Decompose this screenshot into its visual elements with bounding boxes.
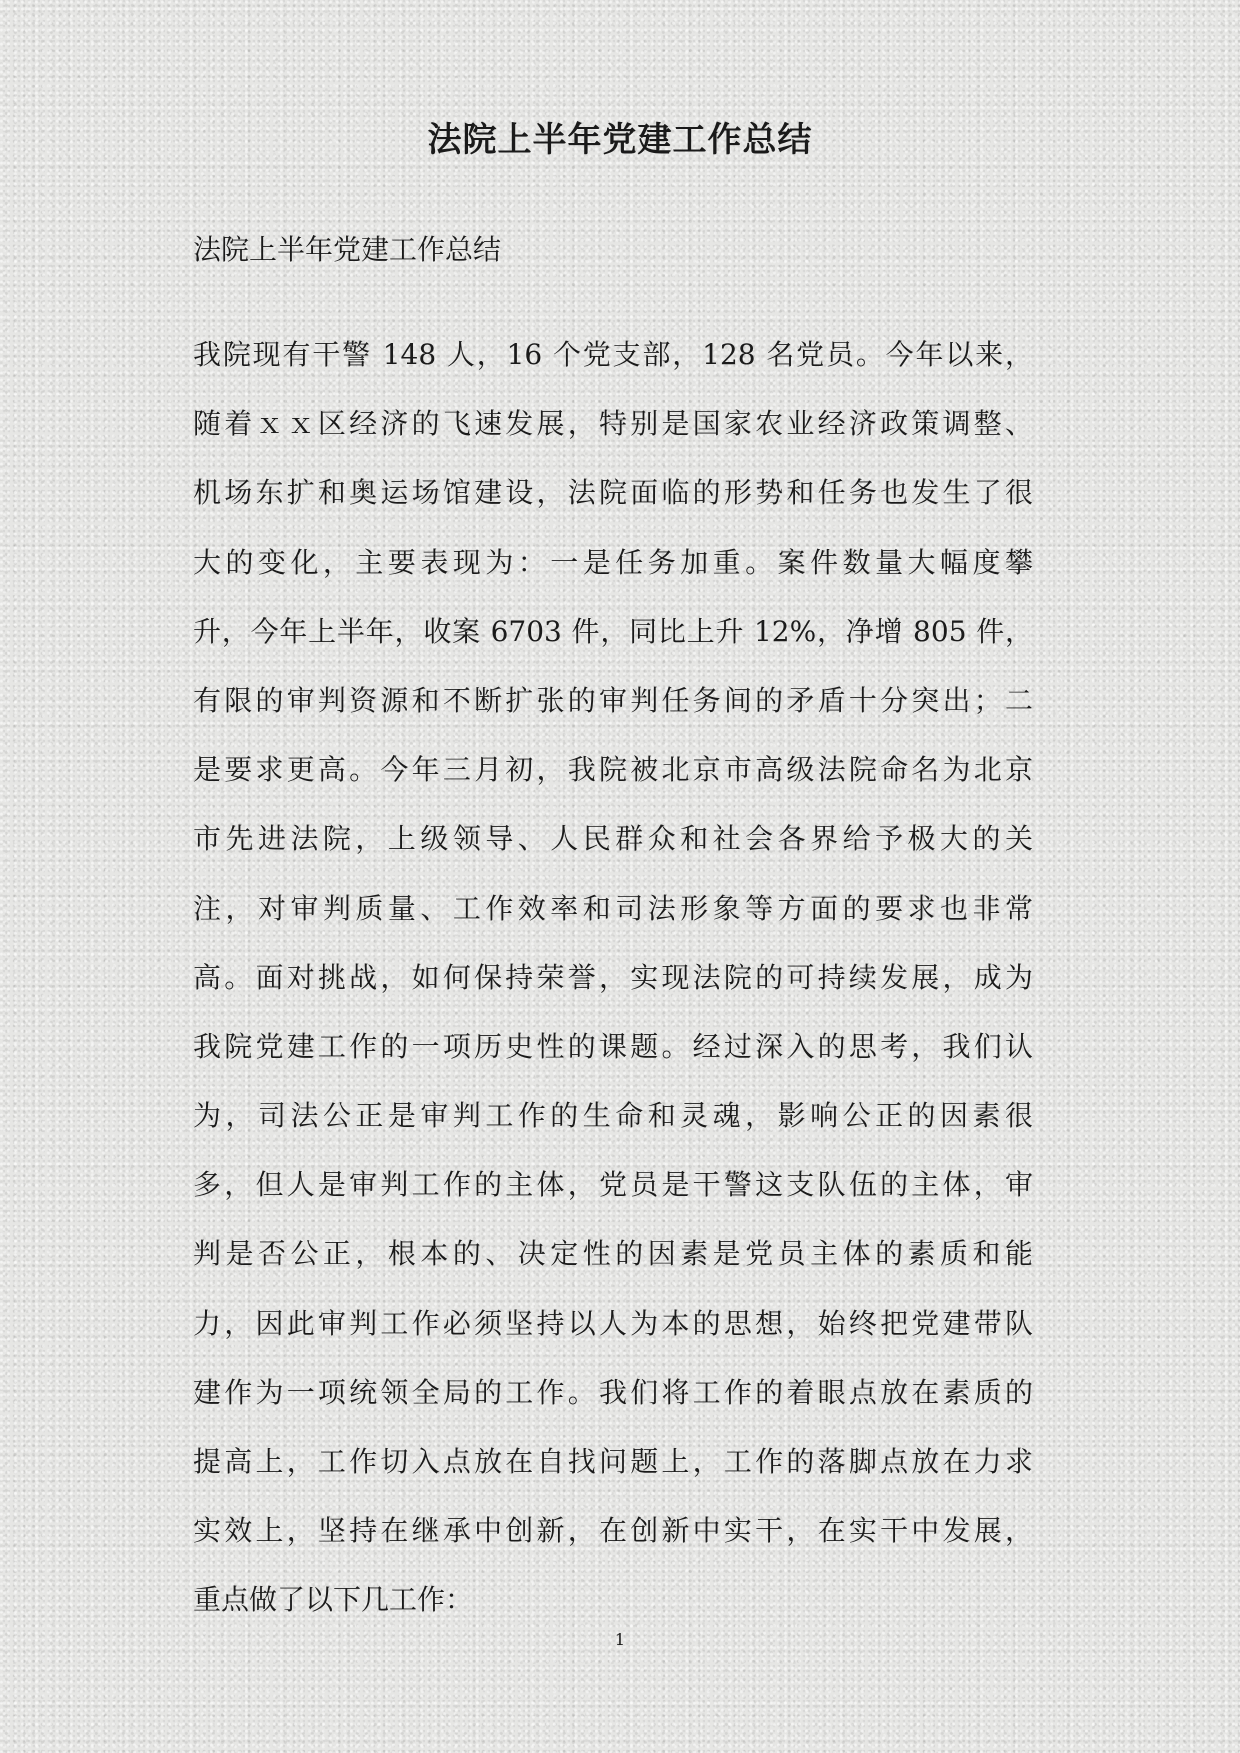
body-line: 机场东扩和奥运场馆建设，法院面临的形势和任务也发生了很 xyxy=(193,476,1033,510)
body-line: 多，但人是审判工作的主体，党员是干警这支队伍的主体，审 xyxy=(193,1168,1033,1202)
body-line: 大的变化，主要表现为：一是任务加重。案件数量大幅度攀 xyxy=(193,545,1033,579)
body-line: 随着ｘｘ区经济的飞速发展，特别是国家农业经济政策调整、 xyxy=(193,407,1033,441)
body-line: 判是否公正，根本的、决定性的因素是党员主体的素质和能 xyxy=(193,1237,1033,1271)
body-line: 提高上，工作切入点放在自找问题上，工作的落脚点放在力求 xyxy=(193,1445,1033,1478)
document-subtitle: 法院上半年党建工作总结 xyxy=(193,233,502,266)
body-line: 我院现有干警 148 人，16 个党支部，128 名党员。今年以来， xyxy=(193,338,1033,371)
body-line: 重点做了以下几工作： xyxy=(193,1583,474,1617)
body-line: 我院党建工作的一项历史性的课题。经过深入的思考，我们认 xyxy=(193,1029,1033,1063)
body-line: 市先进法院，上级领导、人民群众和社会各界给予极大的关 xyxy=(193,822,1033,856)
body-line: 注，对审判质量、工作效率和司法形象等方面的要求也非常 xyxy=(193,891,1033,925)
body-line: 是要求更高。今年三月初，我院被北京市高级法院命名为北京 xyxy=(193,753,1033,787)
body-line: 建作为一项统领全局的工作。我们将工作的着眼点放在素质的 xyxy=(193,1375,1033,1409)
body-line: 有限的审判资源和不断扩张的审判任务间的矛盾十分突出；二 xyxy=(193,683,1033,717)
body-line: 高。面对挑战，如何保持荣誉，实现法院的可持续发展，成为 xyxy=(193,960,1033,994)
body-line: 升，今年上半年，收案 6703 件，同比上升 12%，净增 805 件， xyxy=(193,614,1033,648)
body-line: 力，因此审判工作必须坚持以人为本的思想，始终把党建带队 xyxy=(193,1306,1033,1340)
body-paragraph xyxy=(193,320,1033,1635)
body-line: 实效上，坚持在继承中创新，在创新中实干，在实干中发展， xyxy=(193,1514,1033,1548)
body-line: 为，司法公正是审判工作的生命和灵魂，影响公正的因素很 xyxy=(193,1099,1033,1133)
document-title: 法院上半年党建工作总结 xyxy=(427,120,813,160)
page-number: 1 xyxy=(614,1630,626,1649)
